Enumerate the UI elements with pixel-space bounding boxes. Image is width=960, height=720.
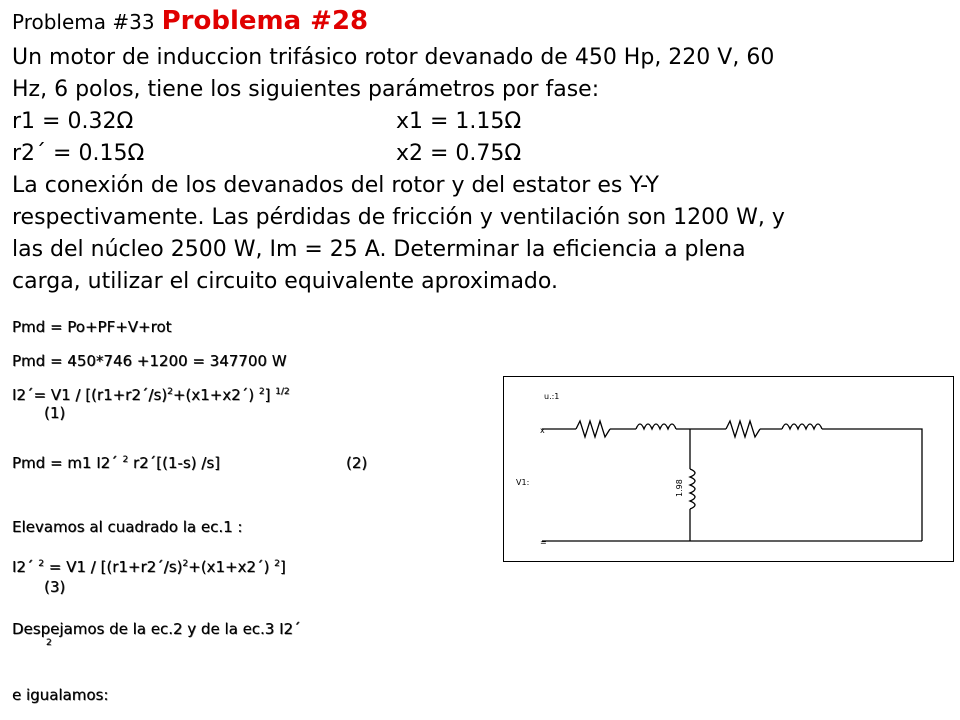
equation-1: I2´= V1 / [(r1+r2´/s)$^2$+(x1+x2´) $^2$] $^{1/2}$: [12, 386, 290, 404]
old-problem-number: Problema #33: [12, 10, 155, 34]
param-r2: r2´ = 0.15Ω: [12, 141, 145, 166]
step-isolate: Despejamos de la ec.2 y de la ec.3 I2´: [12, 620, 301, 638]
resistor-r2-icon: [726, 421, 760, 437]
step-square: Elevamos al cuadrado la ec.1 :: [12, 518, 243, 536]
statement-line: Un motor de induccion trifásico rotor devanado de 450 Hp, 220 V, 60: [12, 45, 775, 70]
terminal-mark: x: [540, 426, 545, 435]
statement-line: La conexión de los devanados del rotor y del estator es Y-Y: [12, 173, 659, 198]
inductor-x2-icon: [782, 424, 822, 429]
circuit-svg: [504, 377, 953, 561]
equation-2: Pmd = m1 I2´ $^2$ r2´[(1-s) /s]: [12, 454, 220, 472]
terminal-mark: =: [540, 538, 547, 547]
circuit-label-top: u.:1: [544, 392, 560, 401]
slide-title: [12, 6, 368, 38]
circuit-label-left: V1:: [516, 478, 530, 487]
inductor-x1-icon: [636, 424, 676, 429]
equation-pmd-value: Pmd = 450*746 +1200 = 347700 W: [12, 352, 287, 370]
equation-2-number: (2): [346, 454, 368, 472]
equation-1-number: (1): [44, 404, 66, 422]
step-equate: e igualamos:: [12, 686, 109, 704]
param-x1: x1 = 1.15Ω: [396, 109, 522, 134]
equation-pmd: Pmd = Po+PF+V+rot: [12, 318, 172, 336]
statement-line: respectivamente. Las pérdidas de fricción y ventilación son 1200 W, y: [12, 205, 785, 230]
param-x2: x2 = 0.75Ω: [396, 141, 522, 166]
circuit-label-inductor: 1.98: [675, 479, 684, 497]
statement-line: carga, utilizar el circuito equivalente aproximado.: [12, 269, 558, 294]
equivalent-circuit-diagram: [503, 376, 954, 562]
problem-number: Problema #28: [161, 6, 369, 36]
equation-3: I2´ $^2$ = V1 / [(r1+r2´/s)$^2$+(x1+x2´) $^2$]: [12, 558, 286, 576]
resistor-r1-icon: [576, 421, 610, 437]
wire: [822, 429, 922, 541]
statement-line: las del núcleo 2500 W, Im = 25 A. Determinar la eficiencia a plena: [12, 237, 746, 262]
param-r1: r1 = 0.32Ω: [12, 109, 134, 134]
statement-line: Hz, 6 polos, tiene los siguientes parámetros por fase:: [12, 77, 600, 102]
step-isolate-superscript: 2: [46, 638, 52, 648]
magnetizing-inductor-icon: [690, 469, 695, 509]
equation-3-number: (3): [44, 578, 66, 596]
